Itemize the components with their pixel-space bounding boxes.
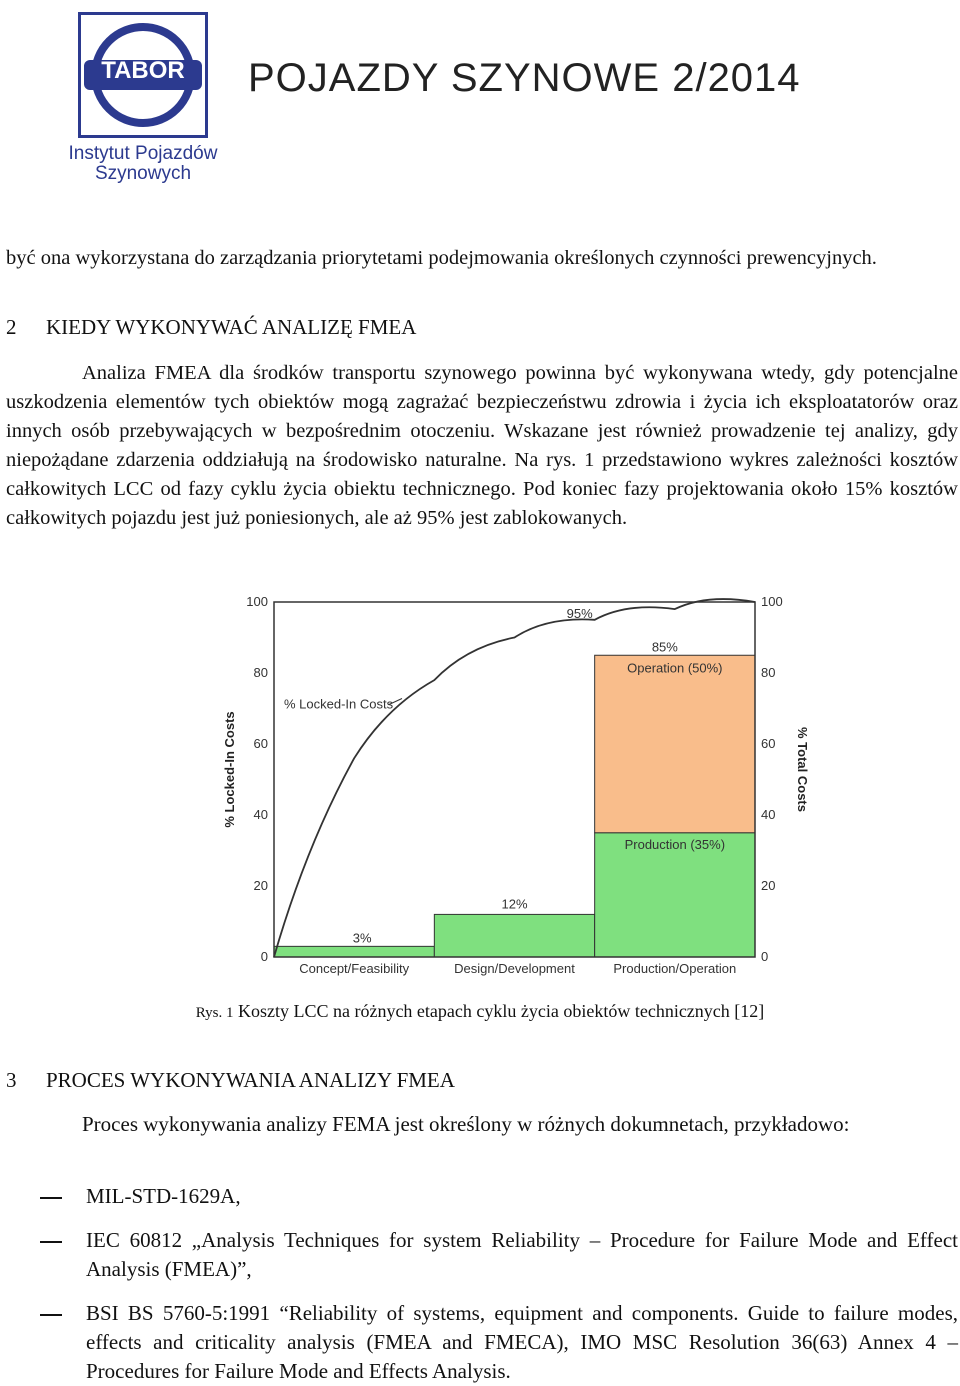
bar-label-design: 12% (501, 896, 528, 912)
section-2-number: 2 (6, 315, 17, 339)
y-tick-right: 20 (761, 878, 776, 893)
section-3-number: 3 (6, 1068, 17, 1092)
curve-label: % Locked-In Costs (284, 696, 394, 712)
y-tick-left: 0 (260, 949, 268, 964)
y-tick-left: 80 (253, 665, 268, 680)
institute-logo (58, 8, 228, 188)
intro-paragraph: być ona wykorzystana do zarządzania priorytetami podejmowania określonych czynności prewencyjnych. (6, 247, 877, 269)
section-3-paragraph: Proces wykonywania analizy FEMA jest określony w różnych dokumnetach, przykładowo: (82, 1112, 850, 1136)
section-3-title: PROCES WYKONYWANIA ANALIZY FMEA (46, 1068, 455, 1092)
y-tick-right: 80 (761, 665, 776, 680)
section-3-heading (6, 1068, 455, 1093)
y-tick-left: 60 (253, 736, 268, 751)
y-tick-right: 40 (761, 807, 776, 822)
lcc-chart (212, 590, 822, 985)
journal-title: POJAZDY SZYNOWE 2/2014 (248, 56, 801, 100)
figure-caption-text: Koszty LCC na różnych etapach cyklu życia obiektów technicznych [12] (237, 1001, 765, 1021)
section-2-heading (6, 315, 416, 340)
y-tick-left: 20 (253, 878, 268, 893)
list-bullet-dash (40, 1241, 62, 1243)
x-category-label: Design/Development (454, 961, 575, 976)
x-category-label: Production/Operation (613, 961, 737, 976)
segment-label-operation: Operation (50%) (627, 660, 723, 676)
section-2-title: KIEDY WYKONYWAĆ ANALIZĘ FMEA (46, 315, 417, 339)
bar-operation (595, 655, 755, 833)
lcc-chart-svg (212, 590, 822, 985)
curve-annotation: 95% (566, 605, 593, 621)
y-tick-left: 100 (246, 594, 268, 609)
bar-label-concept: 3% (352, 930, 372, 946)
x-category-label: Concept/Feasibility (299, 961, 410, 976)
bar-design (434, 914, 594, 957)
list-item: MIL-STD-1629A, (86, 1184, 241, 1208)
logo-line-1: Instytut Pojazdów (68, 143, 218, 164)
y-tick-right: 0 (761, 949, 769, 964)
y-tick-right: 60 (761, 736, 776, 751)
bar-concept (274, 946, 434, 957)
y-tick-right: 100 (761, 594, 783, 609)
segment-label-production: Production (35%) (624, 836, 726, 852)
figure-caption (0, 1001, 960, 1022)
y-axis-title-right: % Total Costs (795, 727, 810, 812)
section-2-paragraph: Analiza FMEA dla środków transportu szynowego powinna być wykonywana wtedy, gdy potencjalne uszkodzenia elementów tych obiektów mogą zagrażać bezpieczeństwu zdrowia i życia ich eksploatatorów oraz innych osób przebywających w bezpośrednim otoczeniu. Wskazane jest również prowadzenie tej analizy, gdy niepożądane zdarzenia oddziałują na środowisko naturalne. Na rys. 1 przedstawiono wykres zależności kosztów całkowitych LCC od fazy cyklu życia obiektu technicznego. Pod koniec fazy projektowania około 15% kosztów całkowitych pojazdu jest już poniesionych, ale aż 95% jest zablokowanych. (6, 362, 958, 529)
y-tick-left: 40 (253, 807, 268, 822)
list-item: IEC 60812 „Analysis Techniques for system Reliability – Procedure for Failure Mode and Effect Analysis (FMEA)”, (86, 1228, 958, 1281)
figure-caption-prefix: Rys. 1 (195, 1005, 234, 1021)
list-bullet-dash (40, 1314, 62, 1316)
logo-line-2: Szynowych (94, 163, 192, 184)
bar-label-total: 85% (651, 639, 678, 655)
list-item: BSI BS 5760-5:1991 “Reliability of systems, equipment and components. Guide to failure modes, effects and criticality analysis (FMEA and FMECA), IMO MSC Resolution 36(63) Annex 4 – Procedures for Failure Mode and Effects Analysis. (86, 1301, 958, 1383)
list-bullet-dash (40, 1197, 62, 1199)
logo-name: TABOR (101, 57, 185, 84)
y-axis-title-left: % Locked-In Costs (222, 711, 237, 828)
